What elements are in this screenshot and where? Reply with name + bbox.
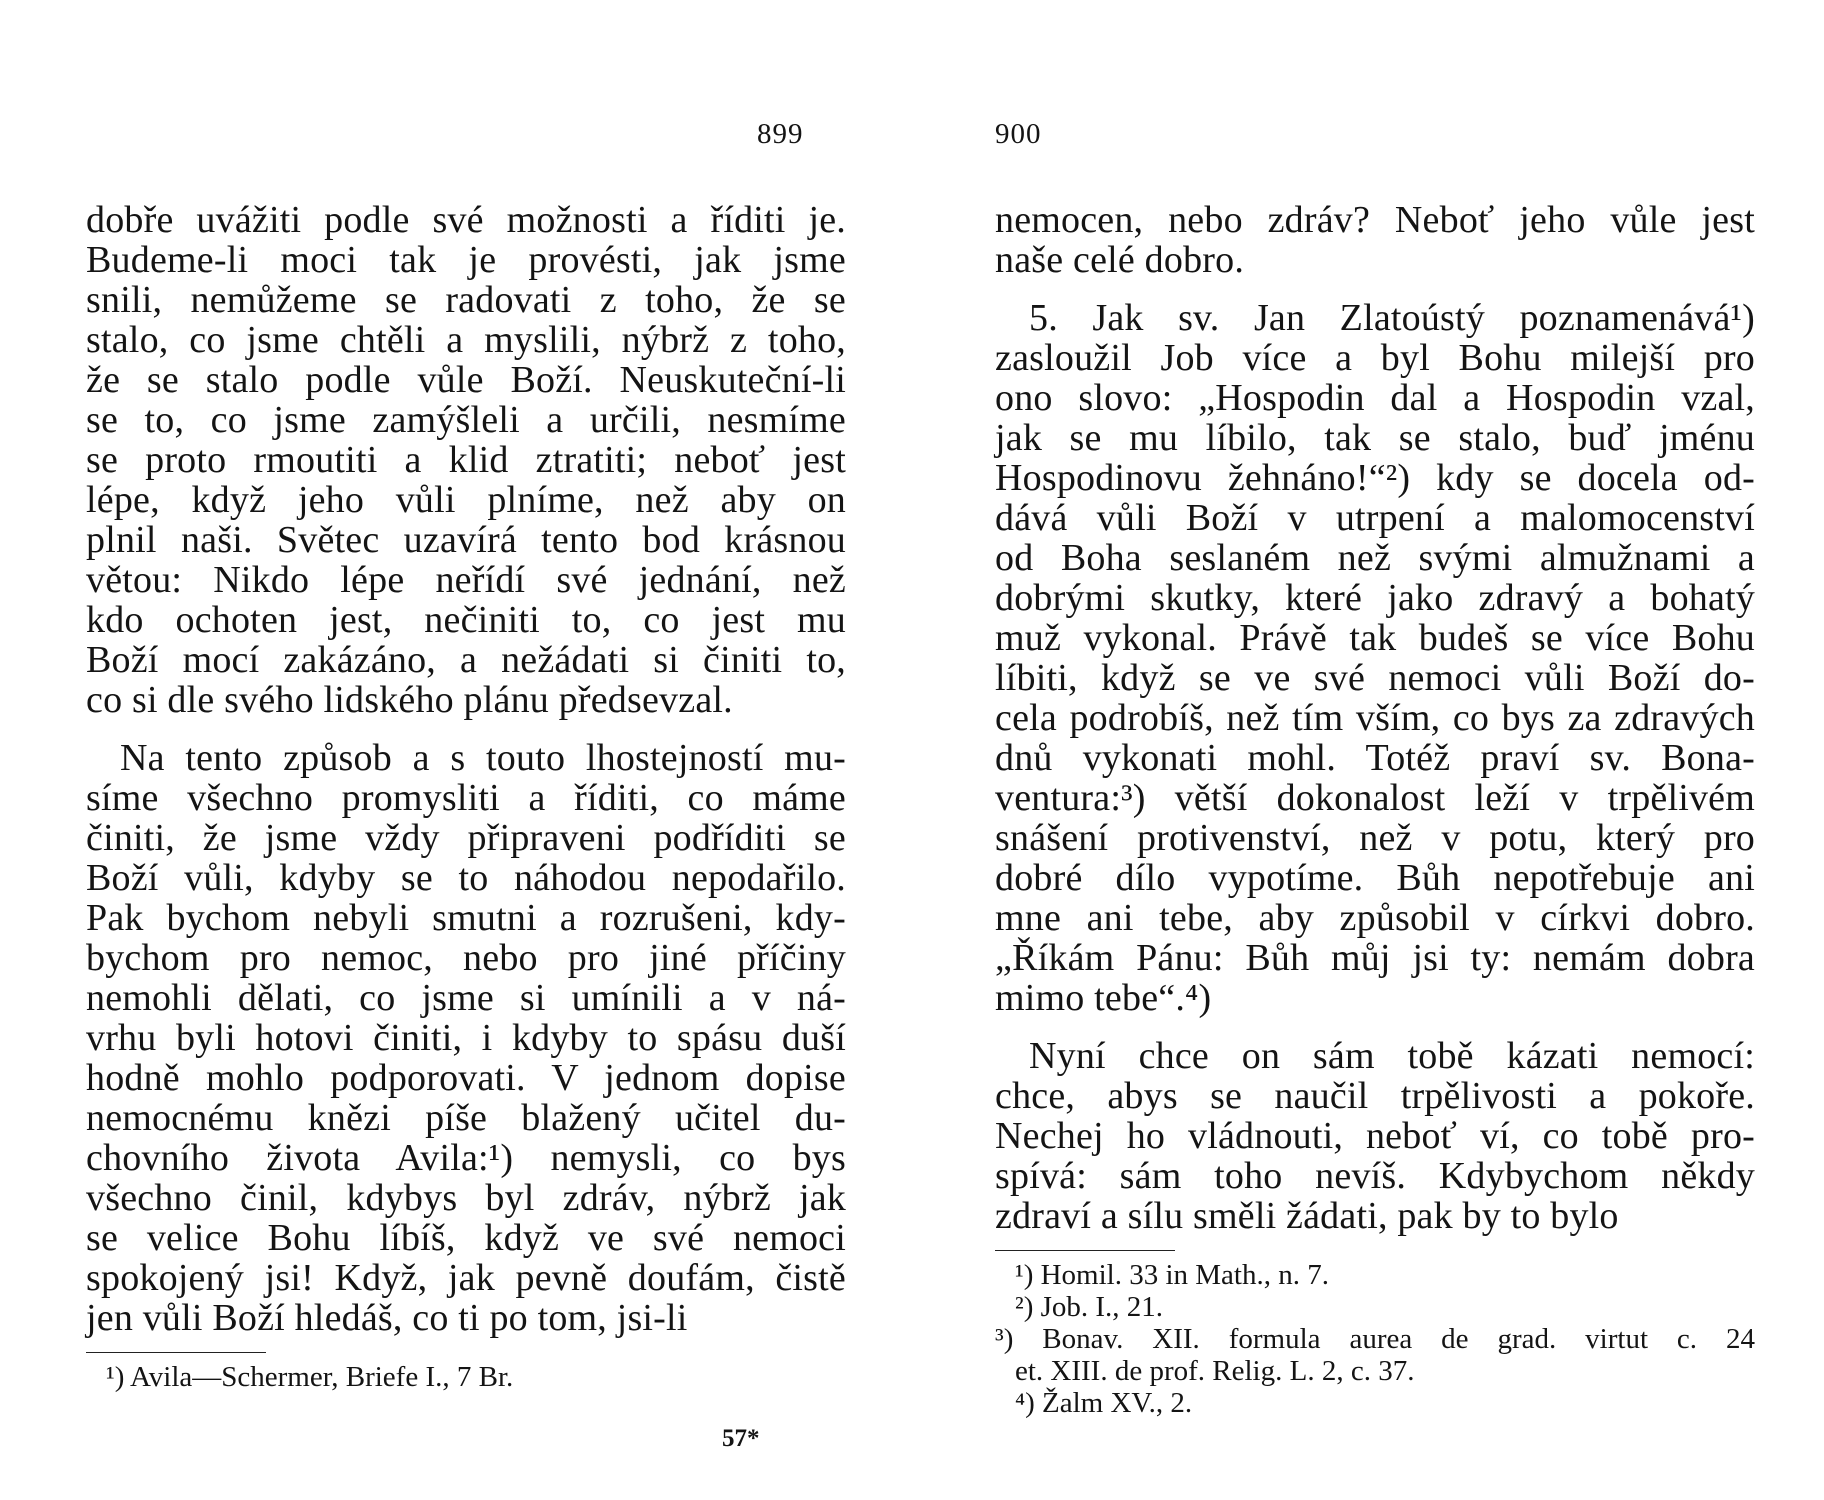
text-line: činiti, že jsme vždy připraveni podříditi se bbox=[86, 817, 846, 859]
text-line: vrhu byli hotovi činiti, i kdyby to spásu duší bbox=[86, 1017, 846, 1059]
text-line: naše celé dobro. bbox=[995, 239, 1245, 281]
footnote: ¹) Homil. 33 in Math., n. 7. bbox=[1015, 1259, 1329, 1291]
text-line: ono slovo: „Hospodin dal a Hospodin vzal, bbox=[995, 377, 1755, 419]
text-line: Na tento způsob a s touto lhostejností mu- bbox=[120, 737, 846, 779]
right-page-text bbox=[995, 200, 1755, 1419]
left-page-text bbox=[86, 200, 846, 1393]
text-line: jak se mu líbilo, tak se stalo, buď jménu bbox=[995, 417, 1755, 459]
text-line: Pak bychom nebyli smutni a rozrušeni, kdy- bbox=[86, 897, 846, 939]
footnote-separator bbox=[995, 1250, 1175, 1251]
right-page-number: 900 bbox=[995, 118, 1042, 150]
text-line: všechno činil, kdybys byl zdráv, nýbrž jak bbox=[86, 1177, 846, 1219]
footnote: ⁴) Žalm XV., 2. bbox=[1015, 1387, 1193, 1419]
text-line: bychom pro nemoc, nebo pro jiné příčiny bbox=[86, 937, 846, 979]
footnote: ¹) Avila—Schermer, Briefe I., 7 Br. bbox=[106, 1361, 514, 1393]
text-line: chovního života Avila:¹) nemysli, co bys bbox=[86, 1137, 846, 1179]
text-line: co si dle svého lidského plánu předsevzal. bbox=[86, 679, 733, 721]
text-line: nemocen, nebo zdráv? Neboť jeho vůle jest bbox=[995, 199, 1755, 241]
text-line: že se stalo podle vůle Boží. Neuskuteční-li bbox=[86, 359, 846, 401]
paragraph-gap bbox=[86, 720, 846, 738]
footnote: ²) Job. I., 21. bbox=[1015, 1291, 1164, 1323]
text-line: „Říkám Pánu: Bůh můj jsi ty: nemám dobra bbox=[995, 937, 1755, 979]
text-line: 5. Jak sv. Jan Zlatoústý poznamenává¹) bbox=[1029, 297, 1755, 339]
text-line: Boží mocí zakázáno, a nežádati si činiti to, bbox=[86, 639, 846, 681]
text-line: síme všechno promysliti a říditi, co máme bbox=[86, 777, 846, 819]
text-line: Nechej ho vládnouti, neboť ví, co tobě pro- bbox=[995, 1115, 1755, 1157]
text-line: zasloužil Job více a byl Bohu milejší pro bbox=[995, 337, 1755, 379]
text-line: snášení protivenství, než v potu, který pro bbox=[995, 817, 1755, 859]
text-line: větou: Nikdo lépe neřídí své jednání, než bbox=[86, 559, 846, 601]
text-line: ventura:³) větší dokonalost leží v trpělivém bbox=[995, 777, 1755, 819]
text-line: nemocnému knězi píše blažený učitel du- bbox=[86, 1097, 846, 1139]
text-line: lépe, když jeho vůli plníme, než aby on bbox=[86, 479, 846, 521]
text-line: Budeme-li moci tak je provésti, jak jsme bbox=[86, 239, 846, 281]
text-line: se proto rmoutiti a klid ztratiti; neboť jest bbox=[86, 439, 846, 481]
text-line: Boží vůli, kdyby se to náhodou nepodařilo. bbox=[86, 857, 846, 899]
text-line: se velice Bohu líbíš, když ve své nemoci bbox=[86, 1217, 846, 1259]
text-line: hodně mohlo podporovati. V jednom dopise bbox=[86, 1057, 846, 1099]
paragraph-gap bbox=[995, 280, 1755, 298]
text-line: dobré dílo vypotíme. Bůh nepotřebuje ani bbox=[995, 857, 1755, 899]
printer-signature-mark: 57* bbox=[722, 1425, 760, 1452]
text-line: snili, nemůžeme se radovati z toho, že se bbox=[86, 279, 846, 321]
text-line: muž vykonal. Právě tak budeš se více Bohu bbox=[995, 617, 1755, 659]
text-line: dává vůli Boží v utrpení a malomocenství bbox=[995, 497, 1755, 539]
text-line: chce, abys se naučil trpělivosti a pokoře. bbox=[995, 1075, 1755, 1117]
text-line: cela podrobíš, než tím vším, co bys za zdravých bbox=[995, 697, 1755, 739]
text-line: zdraví a sílu směli žádati, pak by to bylo bbox=[995, 1195, 1619, 1237]
text-line: se to, co jsme zamýšleli a určili, nesmíme bbox=[86, 399, 846, 441]
left-page-number: 899 bbox=[757, 118, 804, 150]
text-line: kdo ochoten jest, nečiniti to, co jest mu bbox=[86, 599, 846, 641]
text-line: mne ani tebe, aby způsobil v církvi dobro. bbox=[995, 897, 1755, 939]
text-line: líbiti, když se ve své nemoci vůli Boží do- bbox=[995, 657, 1755, 699]
footnote: ³) Bonav. XII. formula aurea de grad. virtut c. 24 bbox=[995, 1323, 1755, 1355]
footnote-separator bbox=[86, 1352, 266, 1353]
text-line: spívá: sám toho nevíš. Kdybychom někdy bbox=[995, 1155, 1755, 1197]
text-line: Hospodinovu žehnáno!“²) kdy se docela od- bbox=[995, 457, 1755, 499]
text-line: dobrými skutky, které jako zdravý a bohatý bbox=[995, 577, 1755, 619]
text-line: dnů vykonati mohl. Totéž praví sv. Bona- bbox=[995, 737, 1755, 779]
footnote: et. XIII. de prof. Relig. L. 2, c. 37. bbox=[1015, 1355, 1415, 1387]
text-line: Nyní chce on sám tobě kázati nemocí: bbox=[1029, 1035, 1755, 1077]
paragraph-gap bbox=[995, 1018, 1755, 1036]
text-line: plnil naši. Světec uzavírá tento bod krásnou bbox=[86, 519, 846, 561]
text-line: dobře uvážiti podle své možnosti a říditi je. bbox=[86, 199, 846, 241]
text-line: spokojený jsi! Když, jak pevně doufám, čistě bbox=[86, 1257, 846, 1299]
text-line: jen vůli Boží hledáš, co ti po tom, jsi-li bbox=[86, 1297, 688, 1339]
text-line: nemohli dělati, co jsme si umínili a v ná- bbox=[86, 977, 846, 1019]
text-line: od Boha seslaném než svými almužnami a bbox=[995, 537, 1755, 579]
text-line: stalo, co jsme chtěli a myslili, nýbrž z toho, bbox=[86, 319, 846, 361]
text-line: mimo tebe“.⁴) bbox=[995, 977, 1212, 1019]
